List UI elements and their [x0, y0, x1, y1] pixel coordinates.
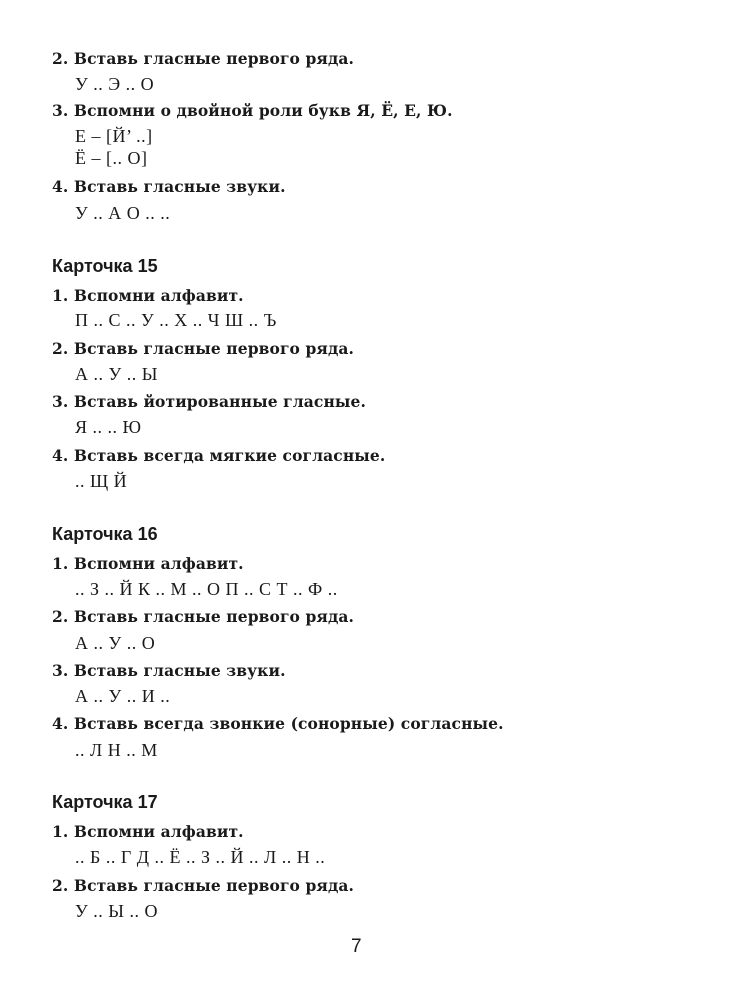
card-15-task-4-answer: .. Щ Й: [75, 471, 128, 491]
task-2-heading: 2. Вставь гласные первого ряда.: [52, 49, 355, 68]
card-15-task-4-heading: 4. Вставь всегда мягкие согласные.: [52, 446, 386, 465]
card-15-task-3-answer: Я .. .. Ю: [75, 417, 142, 437]
card-16-task-2-answer: А .. У .. О: [75, 633, 156, 653]
card-15-task-1-answer: П .. С .. У .. Х .. Ч Ш .. Ъ: [75, 310, 277, 330]
card-16-task-3-answer: А .. У .. И ..: [75, 686, 171, 706]
card-17-task-1-answer: .. Б .. Г Д .. Ё .. З .. Й .. Л .. Н ..: [75, 847, 326, 867]
card-16-task-4-heading: 4. Вставь всегда звонкие (сонорные) согласные.: [52, 714, 504, 733]
page-number: 7: [351, 936, 362, 957]
card-16-task-2-heading: 2. Вставь гласные первого ряда.: [52, 607, 355, 626]
card-17-title: Карточка 17: [52, 792, 158, 812]
task-2-answer: У .. Э .. О: [75, 74, 155, 94]
task-4-answer: У .. А О .. ..: [75, 203, 171, 223]
card-16-task-1-heading: 1. Вспомни алфавит.: [52, 554, 244, 573]
card-17-task-2-answer: У .. Ы .. О: [75, 901, 158, 921]
card-16-title: Карточка 16: [52, 524, 158, 544]
card-17-task-1-heading: 1. Вспомни алфавит.: [52, 822, 244, 841]
card-16-task-4-answer: .. Л Н .. М: [75, 740, 158, 760]
card-15-task-1-heading: 1. Вспомни алфавит.: [52, 286, 244, 305]
card-15-task-3-heading: 3. Вставь йотированные гласные.: [52, 392, 367, 411]
card-17-task-2-heading: 2. Вставь гласные первого ряда.: [52, 876, 355, 895]
task-3-heading: 3. Вспомни о двойной роли букв Я, Ё, Е, Ю.: [52, 101, 453, 120]
card-15-task-2-answer: А .. У .. Ы: [75, 364, 158, 384]
card-16-task-1-answer: .. З .. Й К .. М .. О П .. С Т .. Ф ..: [75, 579, 338, 599]
task-3-answer-line-1: Е – [Й’ ..]: [75, 126, 153, 146]
task-4-heading: 4. Вставь гласные звуки.: [52, 177, 286, 196]
task-3-answer-line-2: Ё – [.. О]: [75, 148, 148, 168]
card-15-title: Карточка 15: [52, 256, 158, 276]
card-16-task-3-heading: 3. Вставь гласные звуки.: [52, 661, 286, 680]
card-15-task-2-heading: 2. Вставь гласные первого ряда.: [52, 339, 355, 358]
